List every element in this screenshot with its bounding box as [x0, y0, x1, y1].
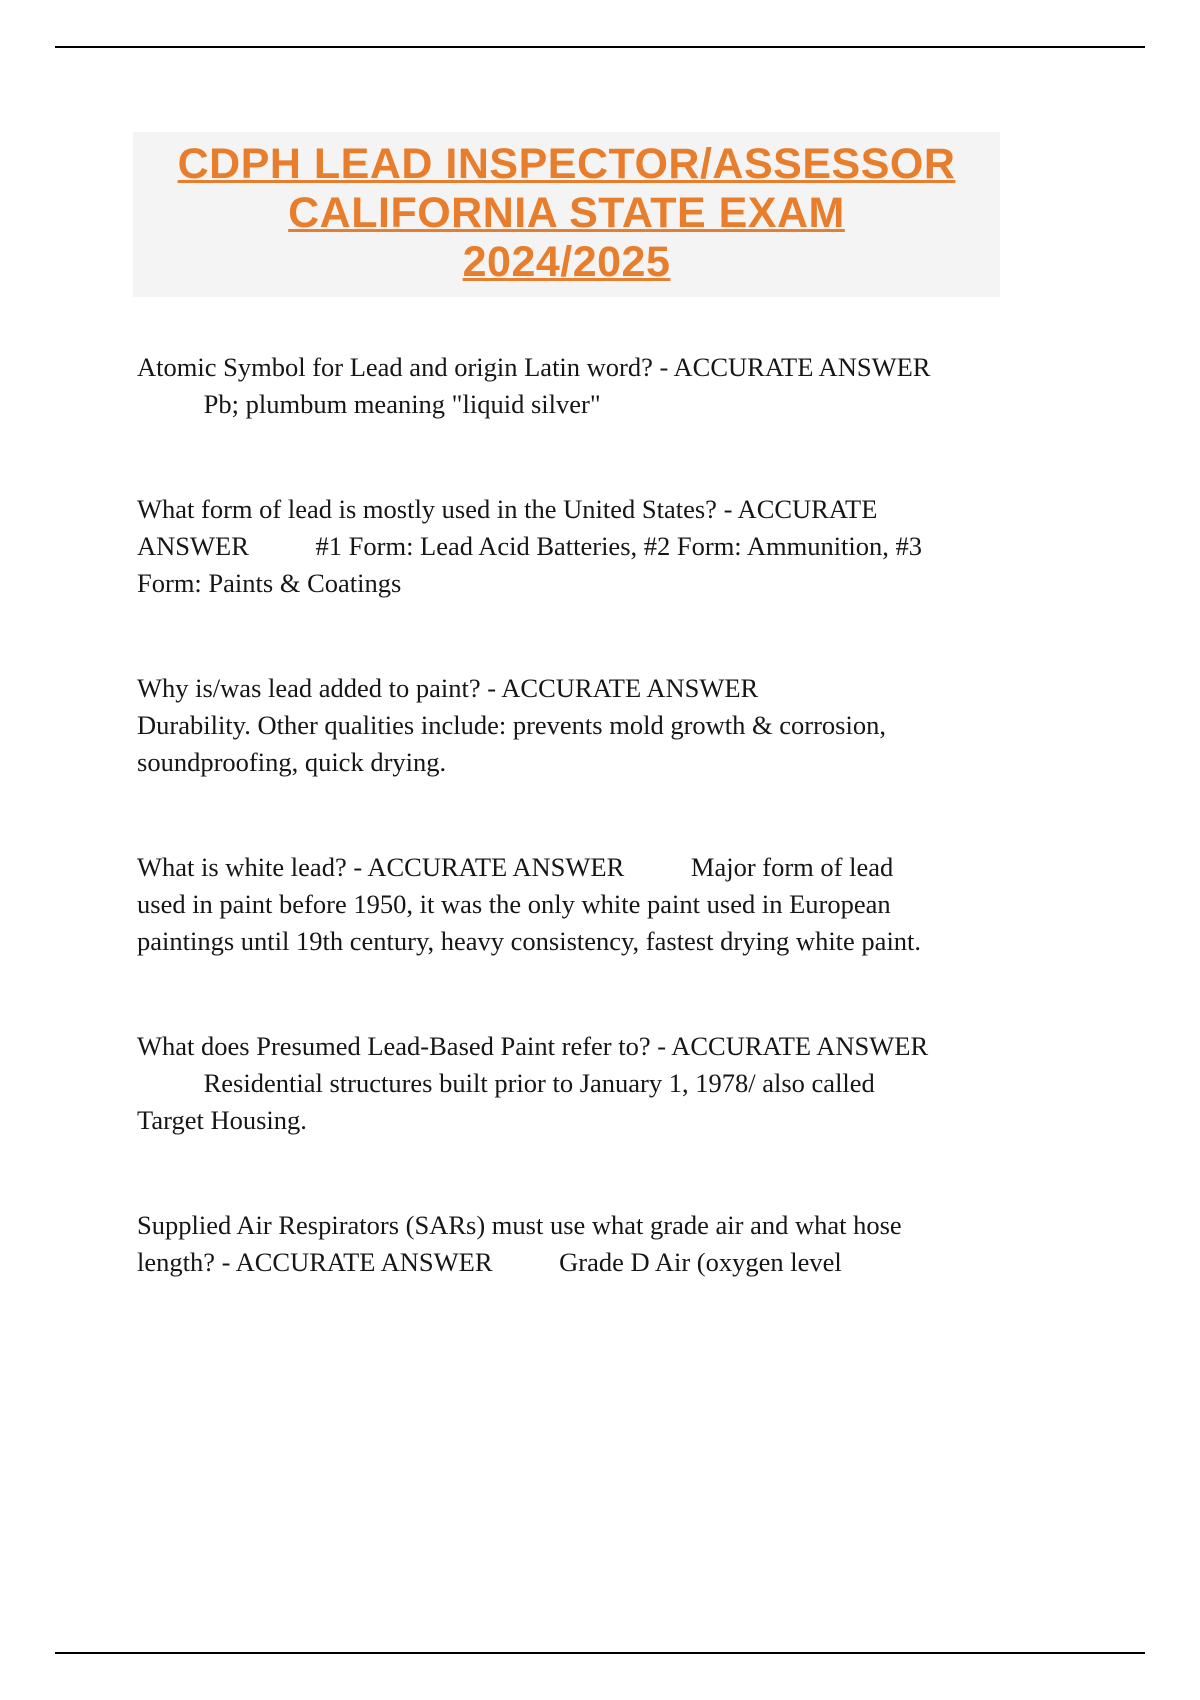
answer-text: #1 Form: Lead Acid Batteries, #2 Form: Ammunition, #3 Form: Paints & Coatings	[137, 531, 923, 598]
bottom-rule	[55, 1652, 1145, 1654]
question-text: Why is/was lead added to paint?	[137, 673, 481, 703]
qa-item	[137, 349, 937, 423]
tab-gap	[758, 696, 818, 697]
accurate-answer-label: - ACCURATE ANSWER	[659, 352, 931, 382]
answer-text: Major form of lead used in paint before 1950, it was the only white paint used in European paintings until 19th century, heavy consistency, fastest drying white paint.	[137, 852, 922, 956]
answer-text: Durability. Other qualities include: prevents mold growth & corrosion, soundproofing, quick drying.	[137, 710, 886, 777]
qa-item	[137, 670, 937, 781]
title-line-1: CDPH LEAD INSPECTOR/ASSESSOR	[177, 140, 956, 188]
document-content	[137, 132, 956, 1281]
tab-gap	[249, 554, 309, 555]
question-text: What does Presumed Lead-Based Paint refer to?	[137, 1031, 651, 1061]
accurate-answer-label: - ACCURATE ANSWER	[137, 494, 878, 561]
title-line-2: CALIFORNIA STATE EXAM	[288, 189, 845, 237]
qa-item	[137, 1207, 937, 1281]
accurate-answer-label: - ACCURATE ANSWER	[221, 1247, 493, 1277]
tab-gap	[137, 1091, 197, 1092]
qa-item	[137, 1028, 937, 1139]
accurate-answer-label: - ACCURATE ANSWER	[657, 1031, 929, 1061]
question-text: What form of lead is mostly used in the United States?	[137, 494, 717, 524]
answer-text: Grade D Air (oxygen level	[559, 1247, 842, 1277]
answer-text: Pb; plumbum meaning "liquid silver"	[203, 389, 601, 419]
accurate-answer-label: - ACCURATE ANSWER	[353, 852, 625, 882]
top-rule	[55, 46, 1145, 48]
accurate-answer-label: - ACCURATE ANSWER	[487, 673, 759, 703]
tab-gap	[137, 412, 197, 413]
qa-item	[137, 849, 937, 960]
question-text: Atomic Symbol for Lead and origin Latin word?	[137, 352, 653, 382]
document-title	[133, 132, 1000, 297]
title-line-3: 2024/2025	[462, 238, 671, 286]
tab-gap	[493, 1270, 553, 1271]
qa-item	[137, 491, 937, 602]
answer-text: Residential structures built prior to January 1, 1978/ also called Target Housing.	[137, 1068, 875, 1135]
question-text: Supplied Air Respirators (SARs) must use what grade air and what hose length?	[137, 1210, 902, 1277]
question-text: What is white lead?	[137, 852, 347, 882]
tab-gap	[624, 875, 684, 876]
